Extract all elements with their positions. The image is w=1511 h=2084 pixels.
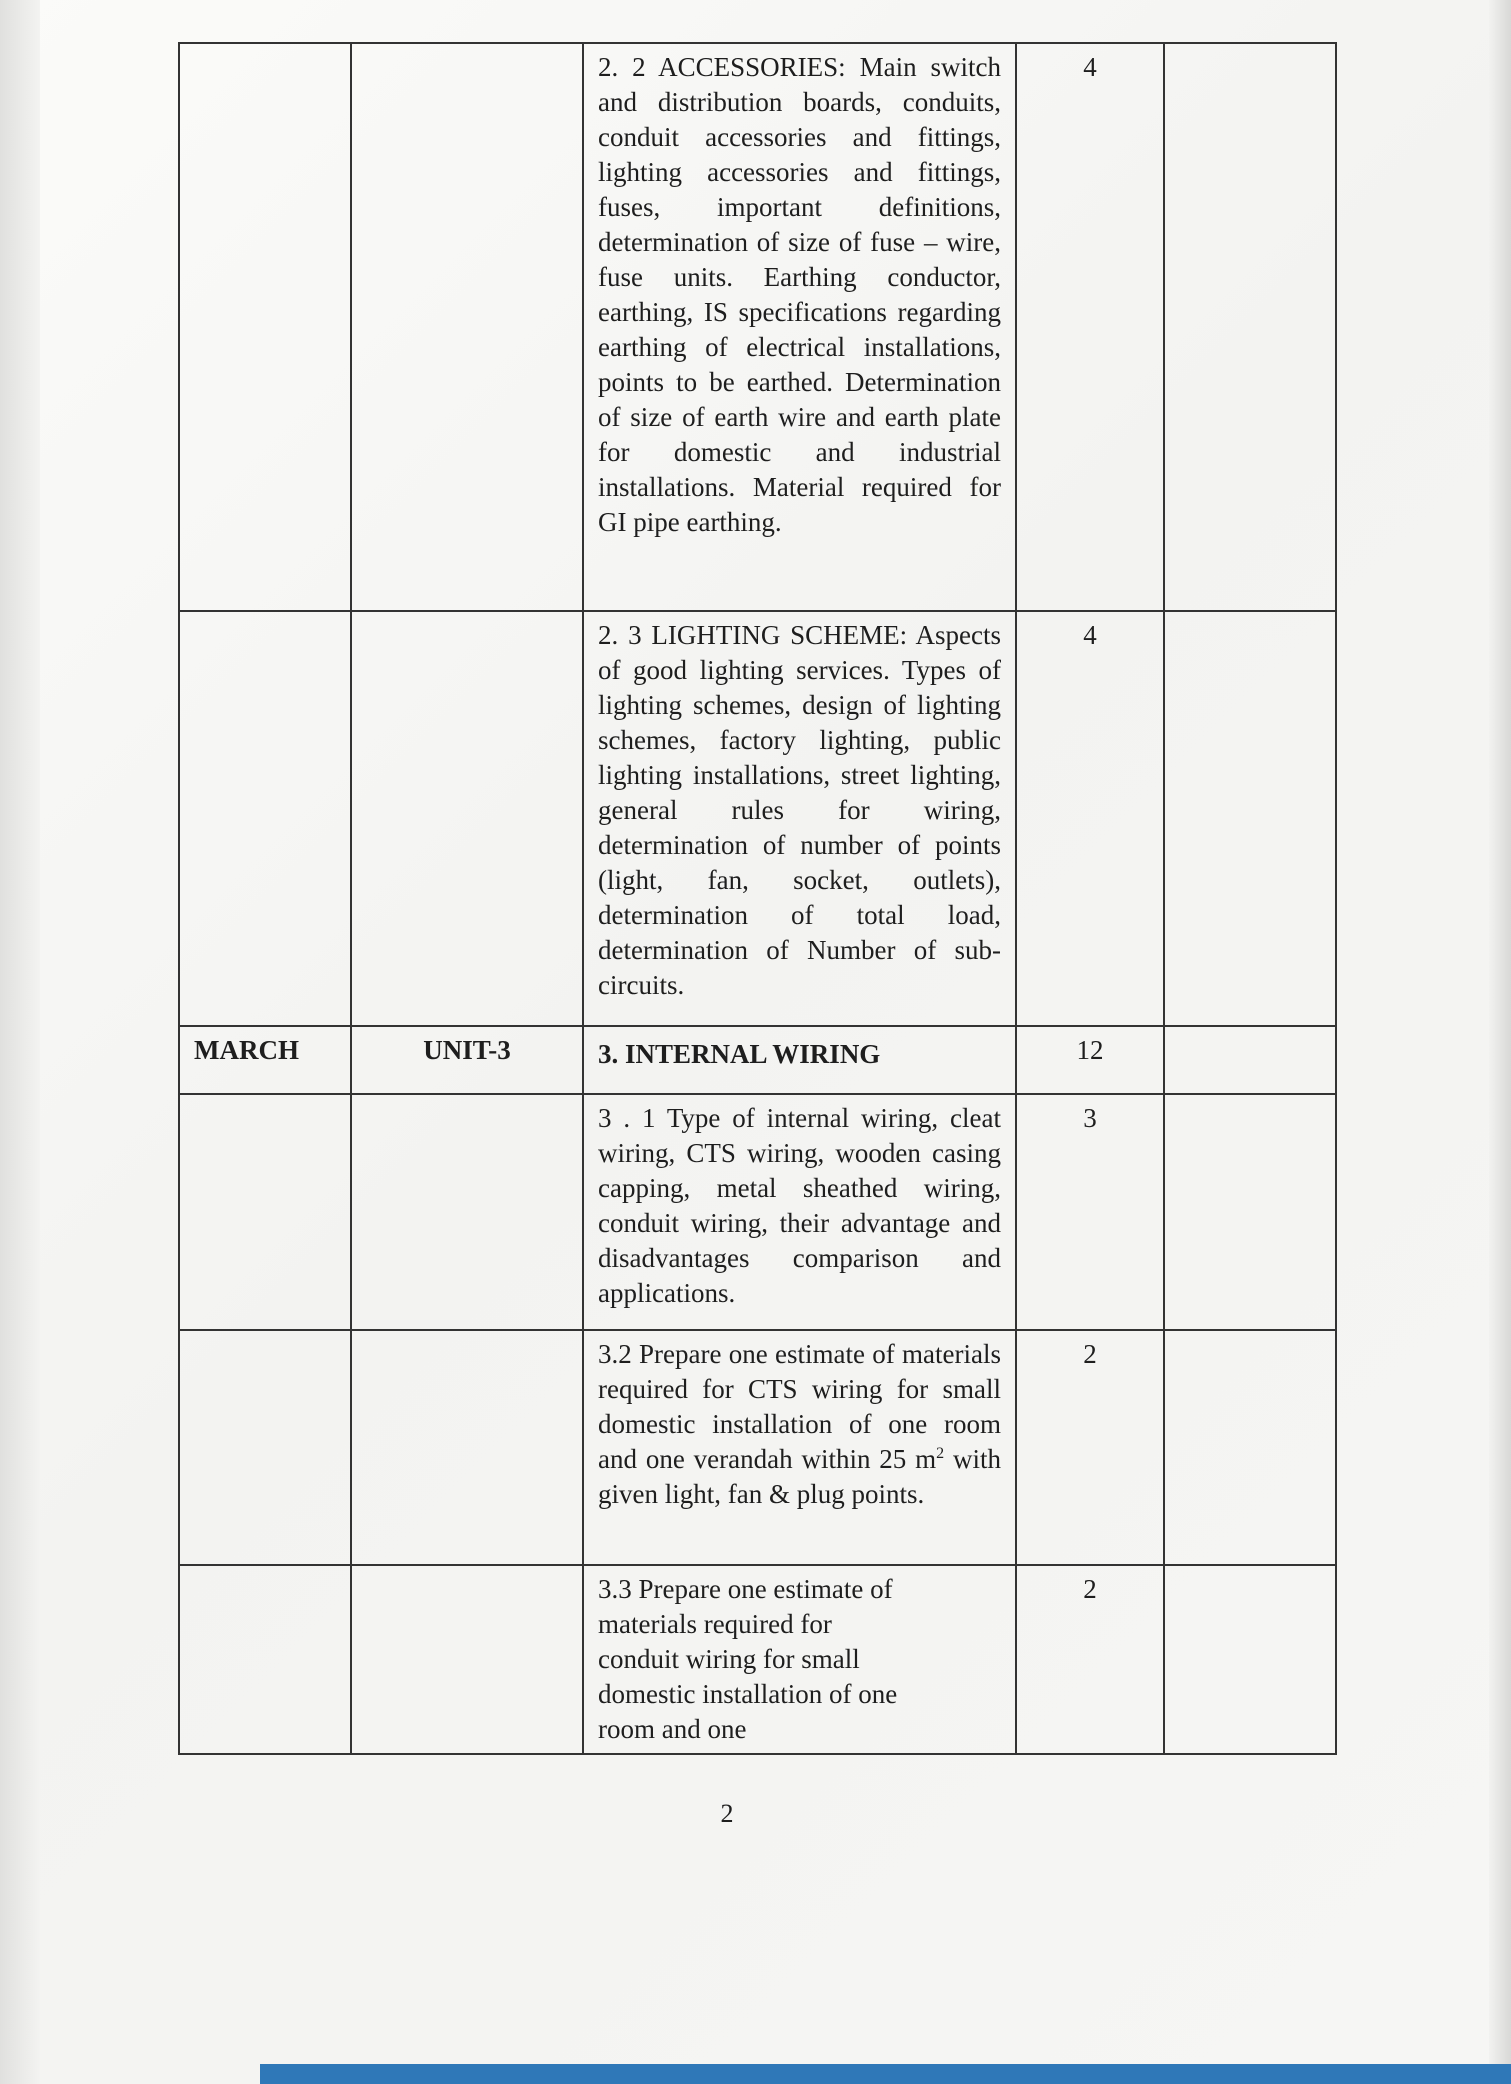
topic-text: 3.2 Prepare one estimate of materials required for CTS wiring for small domestic installation of one room and one verandah within 25 m [598, 1339, 1001, 1474]
background-surface [260, 2064, 1511, 2084]
month-cell [179, 1330, 351, 1565]
month-cell [179, 1094, 351, 1330]
page-number: 2 [720, 1799, 734, 1828]
unit-cell [351, 1094, 583, 1330]
table-row [179, 1026, 1336, 1094]
hours-cell: 12 [1016, 1026, 1164, 1094]
unit-cell [351, 43, 583, 611]
remarks-cell [1164, 1330, 1336, 1565]
topic-cell [583, 1330, 1016, 1565]
unit-cell [351, 1565, 583, 1754]
topic-cell: 2. 2 ACCESSORIES: Main switch and distribution boards, conduits, conduit accessories and fittings, lighting accessories and fittings, fuses, important definitions, determination of size of fuse – wire, fuse units. Earthing conductor, earthing, IS specifications regarding earthing of electrical installations, points to be earthed. Determination of size of earth wire and earth plate for domestic and industrial installations. Material required for GI pipe earthing. [583, 43, 1016, 611]
hours-cell: 4 [1016, 611, 1164, 1026]
table-row [179, 611, 1336, 1026]
page-left-edge [0, 0, 40, 2084]
remarks-cell [1164, 43, 1336, 611]
table-row [179, 1094, 1336, 1330]
hours-cell: 3 [1016, 1094, 1164, 1330]
superscript-exponent: 2 [936, 1445, 945, 1462]
topic-cell: 3.3 Prepare one estimate of materials required for conduit wiring for small domestic installation of one room and one [583, 1565, 1016, 1754]
topic-text-continued: with given light, fan & plug points. [598, 1444, 1001, 1509]
remarks-cell [1164, 1026, 1336, 1094]
table-row [179, 1565, 1336, 1754]
month-cell [179, 43, 351, 611]
month-cell [179, 611, 351, 1026]
syllabus-table [178, 42, 1337, 1755]
remarks-cell [1164, 1094, 1336, 1330]
hours-cell: 2 [1016, 1565, 1164, 1754]
unit-cell: UNIT-3 [351, 1026, 583, 1094]
remarks-cell [1164, 1565, 1336, 1754]
unit-cell [351, 611, 583, 1026]
table-row [179, 43, 1336, 611]
remarks-cell [1164, 611, 1336, 1026]
topic-cell: 2. 3 LIGHTING SCHEME: Aspects of good lighting services. Types of lighting schemes, design of lighting schemes, factory lighting, public lighting installations, street lighting, general rules for wiring, determination of number of points (light, fan, socket, outlets), determination of total load, determination of Number of sub-circuits. [583, 611, 1016, 1026]
topic-title-cell: 3. INTERNAL WIRING [583, 1026, 1016, 1094]
month-cell: MARCH [179, 1026, 351, 1094]
hours-cell: 2 [1016, 1330, 1164, 1565]
month-cell [179, 1565, 351, 1754]
hours-cell: 4 [1016, 43, 1164, 611]
unit-cell [351, 1330, 583, 1565]
topic-cell: 3 . 1 Type of internal wiring, cleat wiring, CTS wiring, wooden casing capping, metal sheathed wiring, conduit wiring, their advantage and disadvantages comparison and applications. [583, 1094, 1016, 1330]
page-right-edge [1489, 0, 1511, 2084]
table-row [179, 1330, 1336, 1565]
